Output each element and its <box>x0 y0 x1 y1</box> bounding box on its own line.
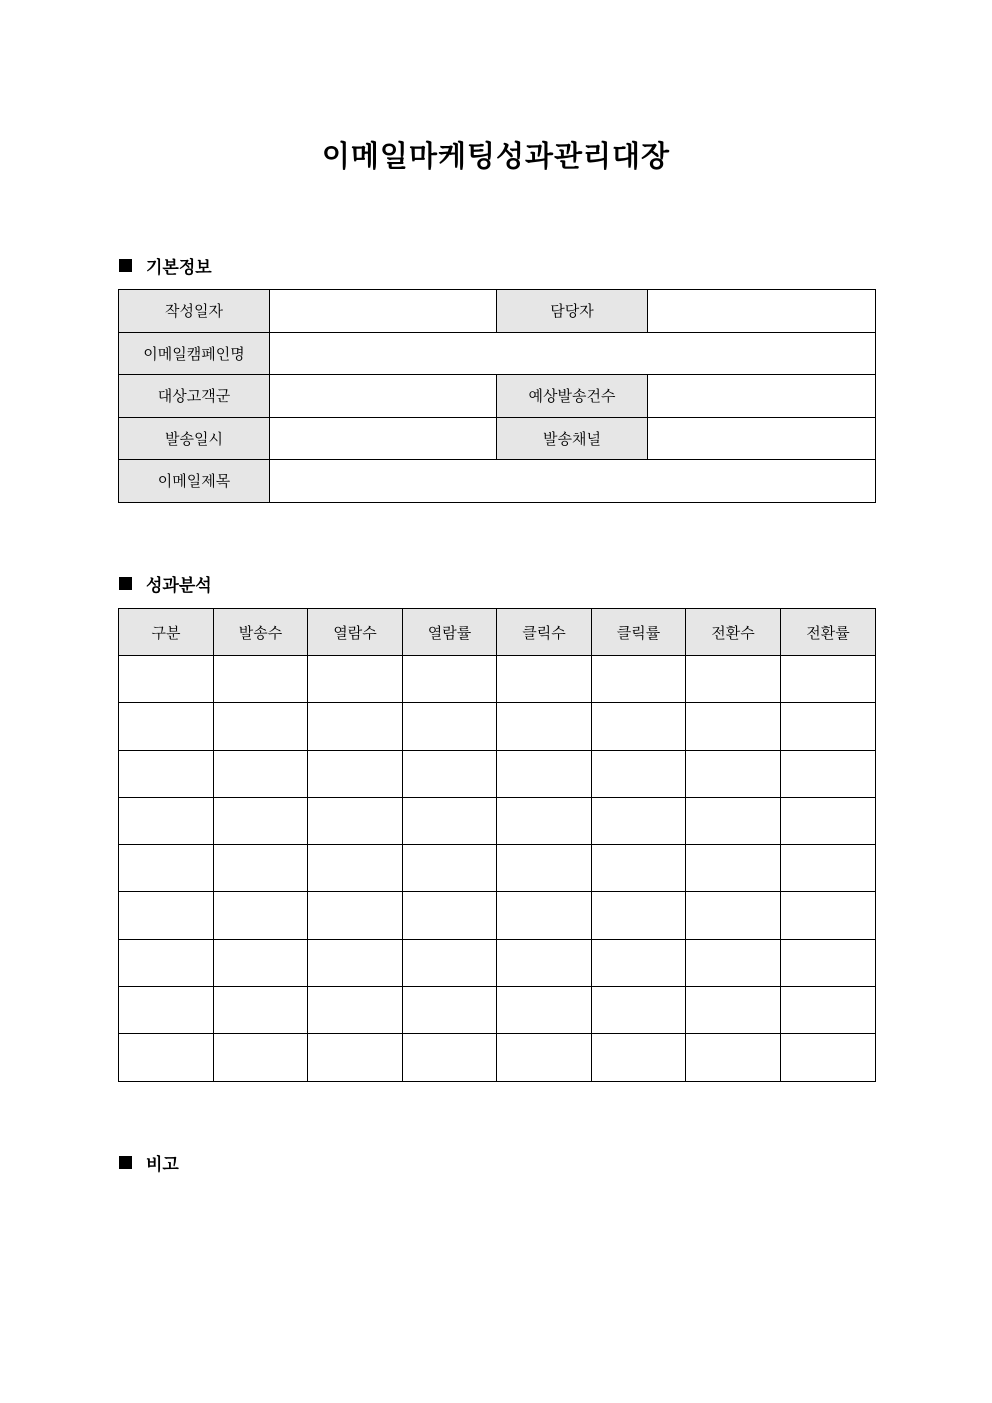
cell-sent-count[interactable] <box>214 939 308 986</box>
header-sent-count: 발송수 <box>214 609 308 656</box>
cell-conversion-rate[interactable] <box>781 1034 876 1081</box>
send-datetime-field[interactable] <box>270 417 497 460</box>
cell-conversion-rate[interactable] <box>781 656 876 703</box>
document-title: 이메일마케팅성과관리대장 <box>321 139 671 173</box>
cell-click-rate[interactable] <box>592 987 686 1034</box>
cell-open-count[interactable] <box>308 987 403 1034</box>
cell-category[interactable] <box>119 845 214 892</box>
table-row <box>119 987 876 1034</box>
cell-conversion-count[interactable] <box>686 845 781 892</box>
cell-category[interactable] <box>119 892 214 939</box>
cell-conversion-count[interactable] <box>686 892 781 939</box>
cell-conversion-rate[interactable] <box>781 797 876 844</box>
header-conversion-rate: 전환률 <box>781 609 876 656</box>
cell-open-count[interactable] <box>308 845 403 892</box>
cell-click-rate[interactable] <box>592 939 686 986</box>
cell-sent-count[interactable] <box>214 656 308 703</box>
info-row <box>119 332 876 375</box>
square-bullet-icon <box>119 1156 132 1169</box>
cell-open-count[interactable] <box>308 797 403 844</box>
cell-conversion-rate[interactable] <box>781 939 876 986</box>
cell-click-count[interactable] <box>497 892 592 939</box>
send-datetime-label: 발송일시 <box>119 417 270 460</box>
section-heading-remarks <box>119 1150 179 1174</box>
cell-category[interactable] <box>119 987 214 1034</box>
expected-sends-label: 예상발송건수 <box>497 375 648 418</box>
cell-click-count[interactable] <box>497 845 592 892</box>
cell-click-count[interactable] <box>497 939 592 986</box>
section-heading-label: 비고 <box>146 1154 179 1175</box>
cell-open-rate[interactable] <box>403 703 497 750</box>
cell-sent-count[interactable] <box>214 797 308 844</box>
remarks-area[interactable] <box>119 1185 875 1335</box>
header-click-count: 클릭수 <box>497 609 592 656</box>
cell-open-rate[interactable] <box>403 892 497 939</box>
cell-click-count[interactable] <box>497 797 592 844</box>
square-bullet-icon <box>119 259 132 272</box>
header-conversion-count: 전환수 <box>686 609 781 656</box>
cell-category[interactable] <box>119 1034 214 1081</box>
cell-open-rate[interactable] <box>403 845 497 892</box>
cell-click-rate[interactable] <box>592 797 686 844</box>
cell-click-count[interactable] <box>497 656 592 703</box>
performance-table-body <box>119 656 876 1082</box>
cell-sent-count[interactable] <box>214 892 308 939</box>
send-channel-field[interactable] <box>648 417 876 460</box>
cell-open-rate[interactable] <box>403 987 497 1034</box>
cell-conversion-count[interactable] <box>686 939 781 986</box>
square-bullet-icon <box>119 577 132 590</box>
cell-conversion-count[interactable] <box>686 797 781 844</box>
cell-open-rate[interactable] <box>403 1034 497 1081</box>
cell-category[interactable] <box>119 939 214 986</box>
table-row <box>119 797 876 844</box>
cell-click-count[interactable] <box>497 703 592 750</box>
table-row <box>119 939 876 986</box>
email-subject-label: 이메일제목 <box>119 460 270 503</box>
header-click-rate: 클릭률 <box>592 609 686 656</box>
section-heading-label: 성과분석 <box>146 575 212 596</box>
section-heading-label: 기본정보 <box>146 257 212 278</box>
campaign-name-label: 이메일캠페인명 <box>119 332 270 375</box>
cell-conversion-count[interactable] <box>686 656 781 703</box>
cell-conversion-count[interactable] <box>686 703 781 750</box>
info-row <box>119 290 876 333</box>
cell-click-rate[interactable] <box>592 845 686 892</box>
cell-open-rate[interactable] <box>403 797 497 844</box>
cell-sent-count[interactable] <box>214 750 308 797</box>
cell-conversion-rate[interactable] <box>781 703 876 750</box>
info-row <box>119 375 876 418</box>
send-channel-label: 발송채널 <box>497 417 648 460</box>
performance-table <box>118 608 876 1082</box>
table-row <box>119 1034 876 1081</box>
table-header-row <box>119 609 876 656</box>
section-heading-basic-info <box>119 253 212 277</box>
cell-click-rate[interactable] <box>592 750 686 797</box>
cell-conversion-count[interactable] <box>686 1034 781 1081</box>
cell-open-count[interactable] <box>308 656 403 703</box>
table-row <box>119 845 876 892</box>
table-row <box>119 703 876 750</box>
written-date-field[interactable] <box>270 290 497 333</box>
header-category: 구분 <box>119 609 214 656</box>
cell-category[interactable] <box>119 656 214 703</box>
email-subject-field[interactable] <box>270 460 876 503</box>
cell-open-rate[interactable] <box>403 939 497 986</box>
cell-conversion-rate[interactable] <box>781 750 876 797</box>
info-row <box>119 417 876 460</box>
cell-category[interactable] <box>119 703 214 750</box>
cell-click-count[interactable] <box>497 987 592 1034</box>
cell-conversion-rate[interactable] <box>781 987 876 1034</box>
cell-open-count[interactable] <box>308 1034 403 1081</box>
cell-category[interactable] <box>119 797 214 844</box>
cell-open-count[interactable] <box>308 703 403 750</box>
section-heading-performance <box>119 571 212 595</box>
expected-sends-field[interactable] <box>648 375 876 418</box>
target-group-field[interactable] <box>270 375 497 418</box>
campaign-name-field[interactable] <box>270 332 876 375</box>
cell-conversion-rate[interactable] <box>781 845 876 892</box>
header-open-rate: 열람률 <box>403 609 497 656</box>
table-row <box>119 656 876 703</box>
cell-open-rate[interactable] <box>403 656 497 703</box>
cell-open-count[interactable] <box>308 750 403 797</box>
manager-field[interactable] <box>648 290 876 333</box>
cell-click-rate[interactable] <box>592 656 686 703</box>
header-open-count: 열람수 <box>308 609 403 656</box>
cell-click-count[interactable] <box>497 750 592 797</box>
cell-click-rate[interactable] <box>592 892 686 939</box>
cell-click-rate[interactable] <box>592 1034 686 1081</box>
manager-label: 담당자 <box>497 290 648 333</box>
info-row <box>119 460 876 503</box>
cell-click-count[interactable] <box>497 1034 592 1081</box>
cell-open-rate[interactable] <box>403 750 497 797</box>
cell-category[interactable] <box>119 750 214 797</box>
cell-conversion-count[interactable] <box>686 987 781 1034</box>
table-row <box>119 750 876 797</box>
cell-sent-count[interactable] <box>214 703 308 750</box>
basic-info-table <box>118 289 876 503</box>
cell-sent-count[interactable] <box>214 987 308 1034</box>
cell-conversion-count[interactable] <box>686 750 781 797</box>
written-date-label: 작성일자 <box>119 290 270 333</box>
target-group-label: 대상고객군 <box>119 375 270 418</box>
cell-open-count[interactable] <box>308 892 403 939</box>
cell-sent-count[interactable] <box>214 845 308 892</box>
cell-open-count[interactable] <box>308 939 403 986</box>
cell-conversion-rate[interactable] <box>781 892 876 939</box>
cell-click-rate[interactable] <box>592 703 686 750</box>
cell-sent-count[interactable] <box>214 1034 308 1081</box>
table-row <box>119 892 876 939</box>
